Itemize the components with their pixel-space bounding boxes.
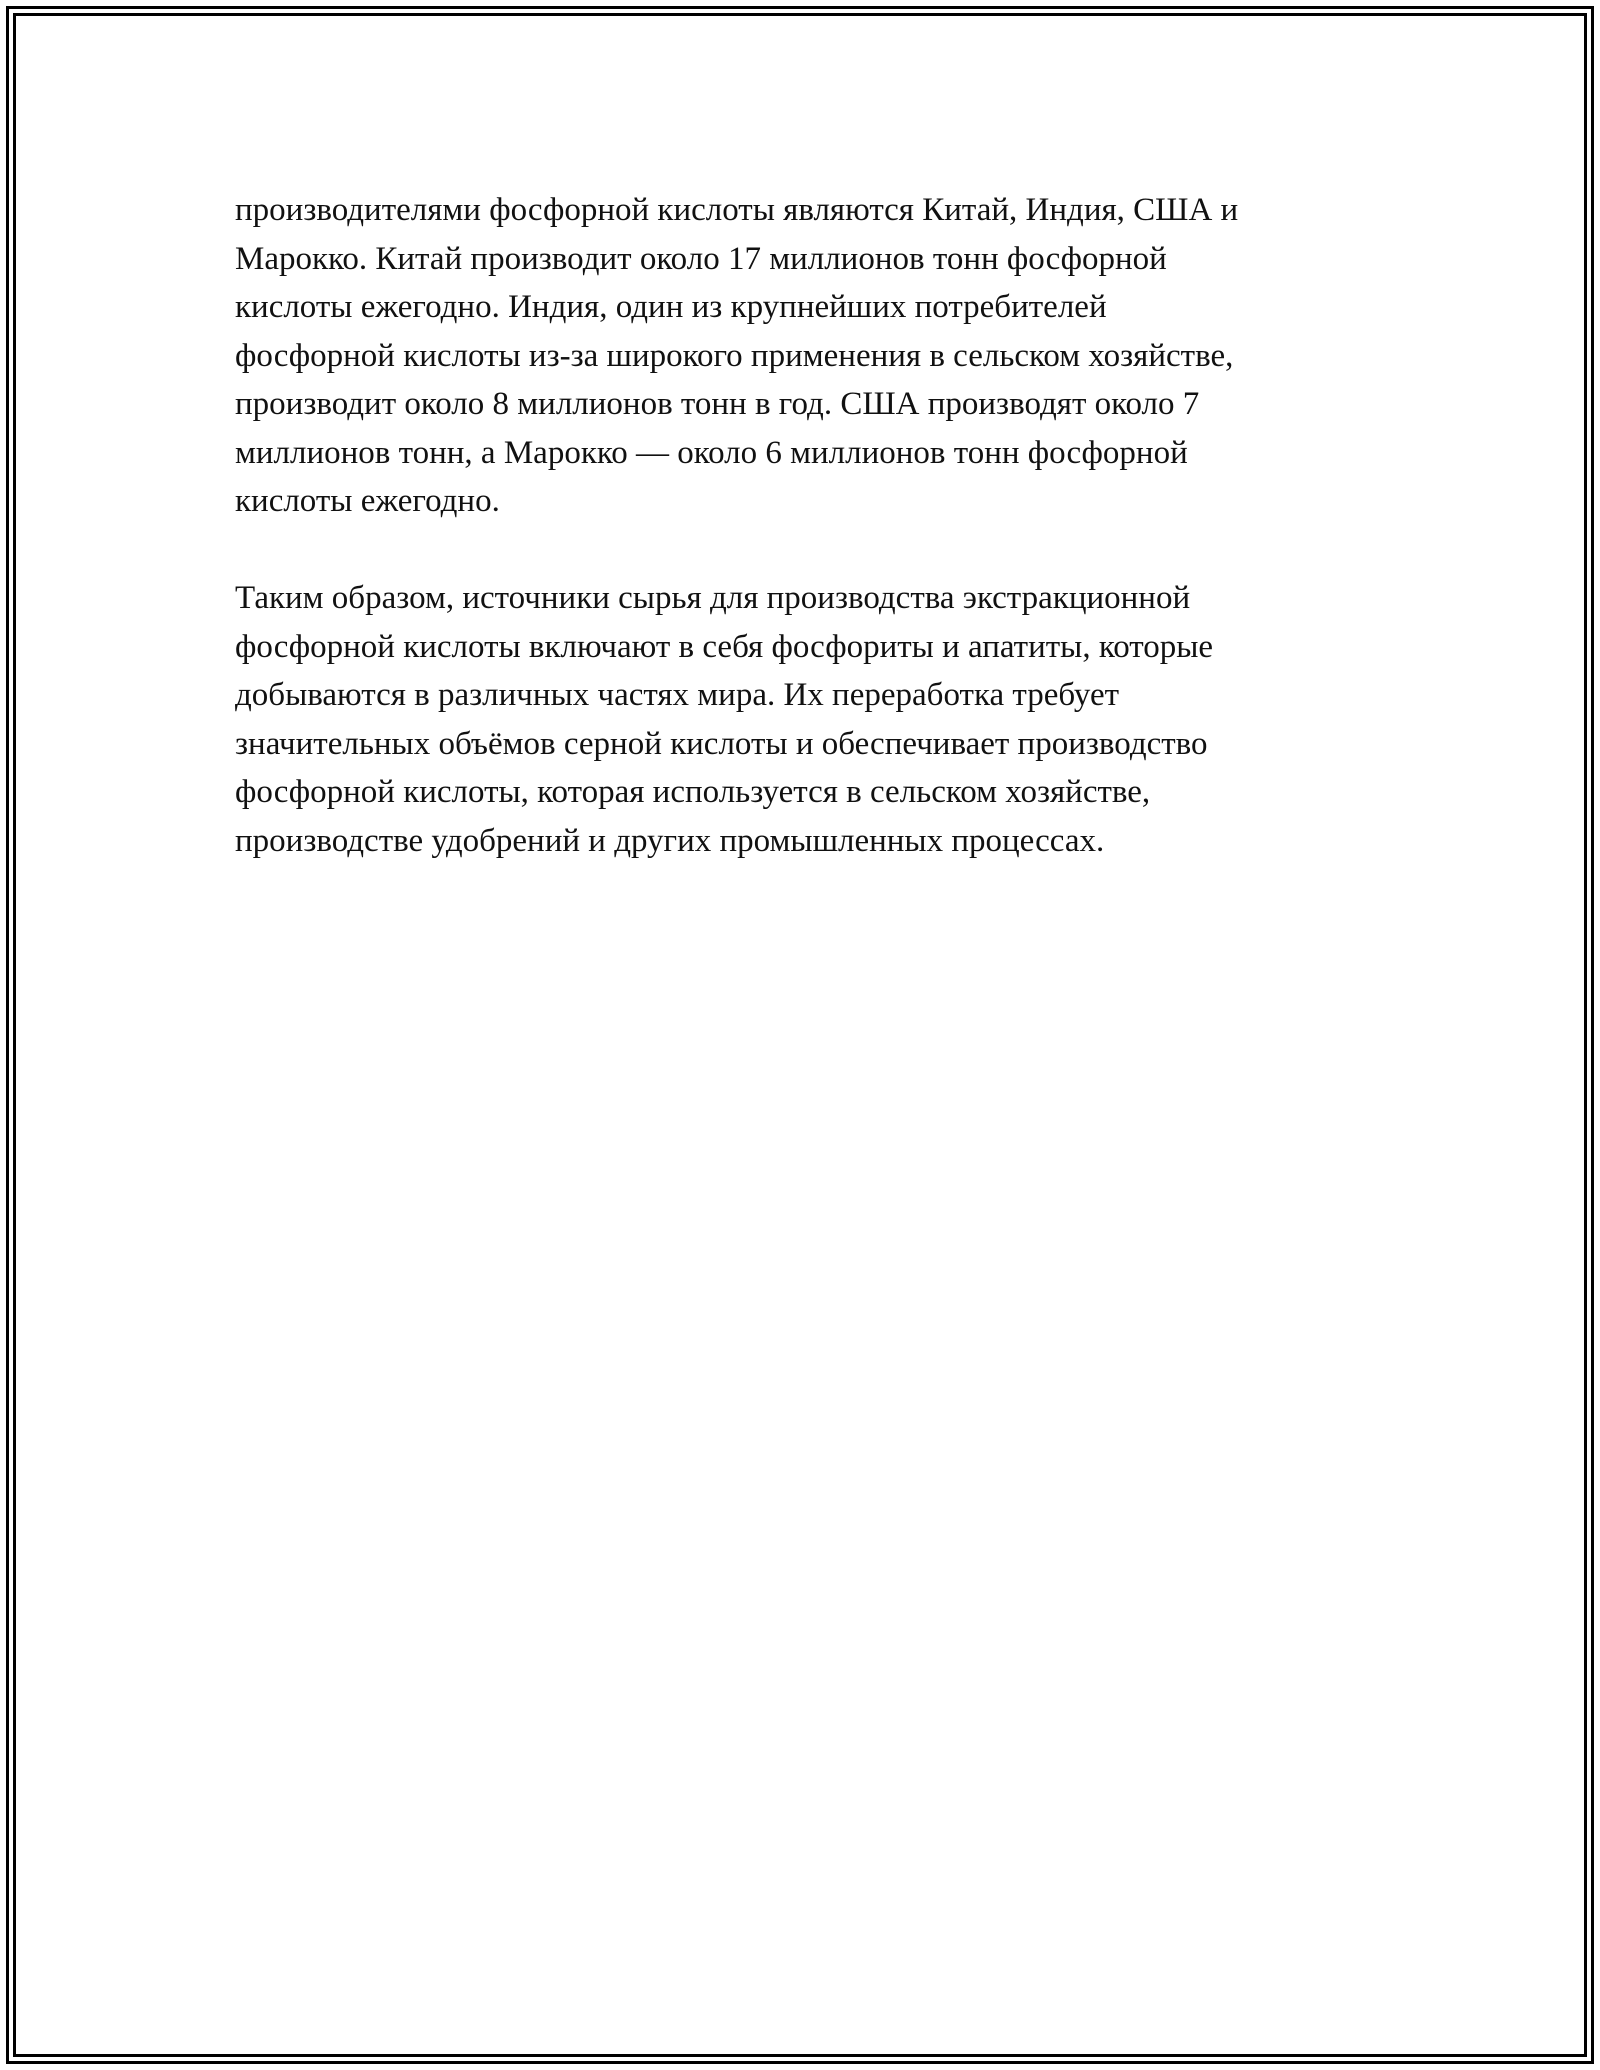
text-line: миллионов тонн, а Марокко — около 6 миллионов тонн фосфорной [235,434,1188,471]
text-line: кислоты ежегодно. [235,483,500,519]
text-line: Марокко. Китай производит около 17 миллионов тонн фосфорной [235,240,1167,277]
document-body [235,186,1375,914]
text-line: производстве удобрений и других промышленных процессах. [235,822,1105,859]
text-line: производителями фосфорной кислоты являются Китай, Индия, США и [235,192,1239,228]
text-line: фосфорной кислоты из-за широкого применения в сельском хозяйстве, [235,337,1234,374]
paragraph-production [235,186,1375,526]
text-line: фосфорной кислоты, которая используется в сельском хозяйстве, [235,774,1151,810]
text-line: Таким образом, источники сырья для производства экстракционной [235,580,1191,616]
text-line: фосфорной кислоты включают в себя фосфориты и апатиты, которые [235,628,1214,665]
text-line: добываются в различных частях мира. Их переработка требует [235,677,1120,713]
paragraph-conclusion [235,574,1375,865]
text-line: производит около 8 миллионов тонн в год. США производят около 7 [235,386,1200,422]
text-line: значительных объёмов серной кислоты и обеспечивает производство [235,725,1208,762]
text-line: кислоты ежегодно. Индия, один из крупнейших потребителей [235,289,1107,325]
